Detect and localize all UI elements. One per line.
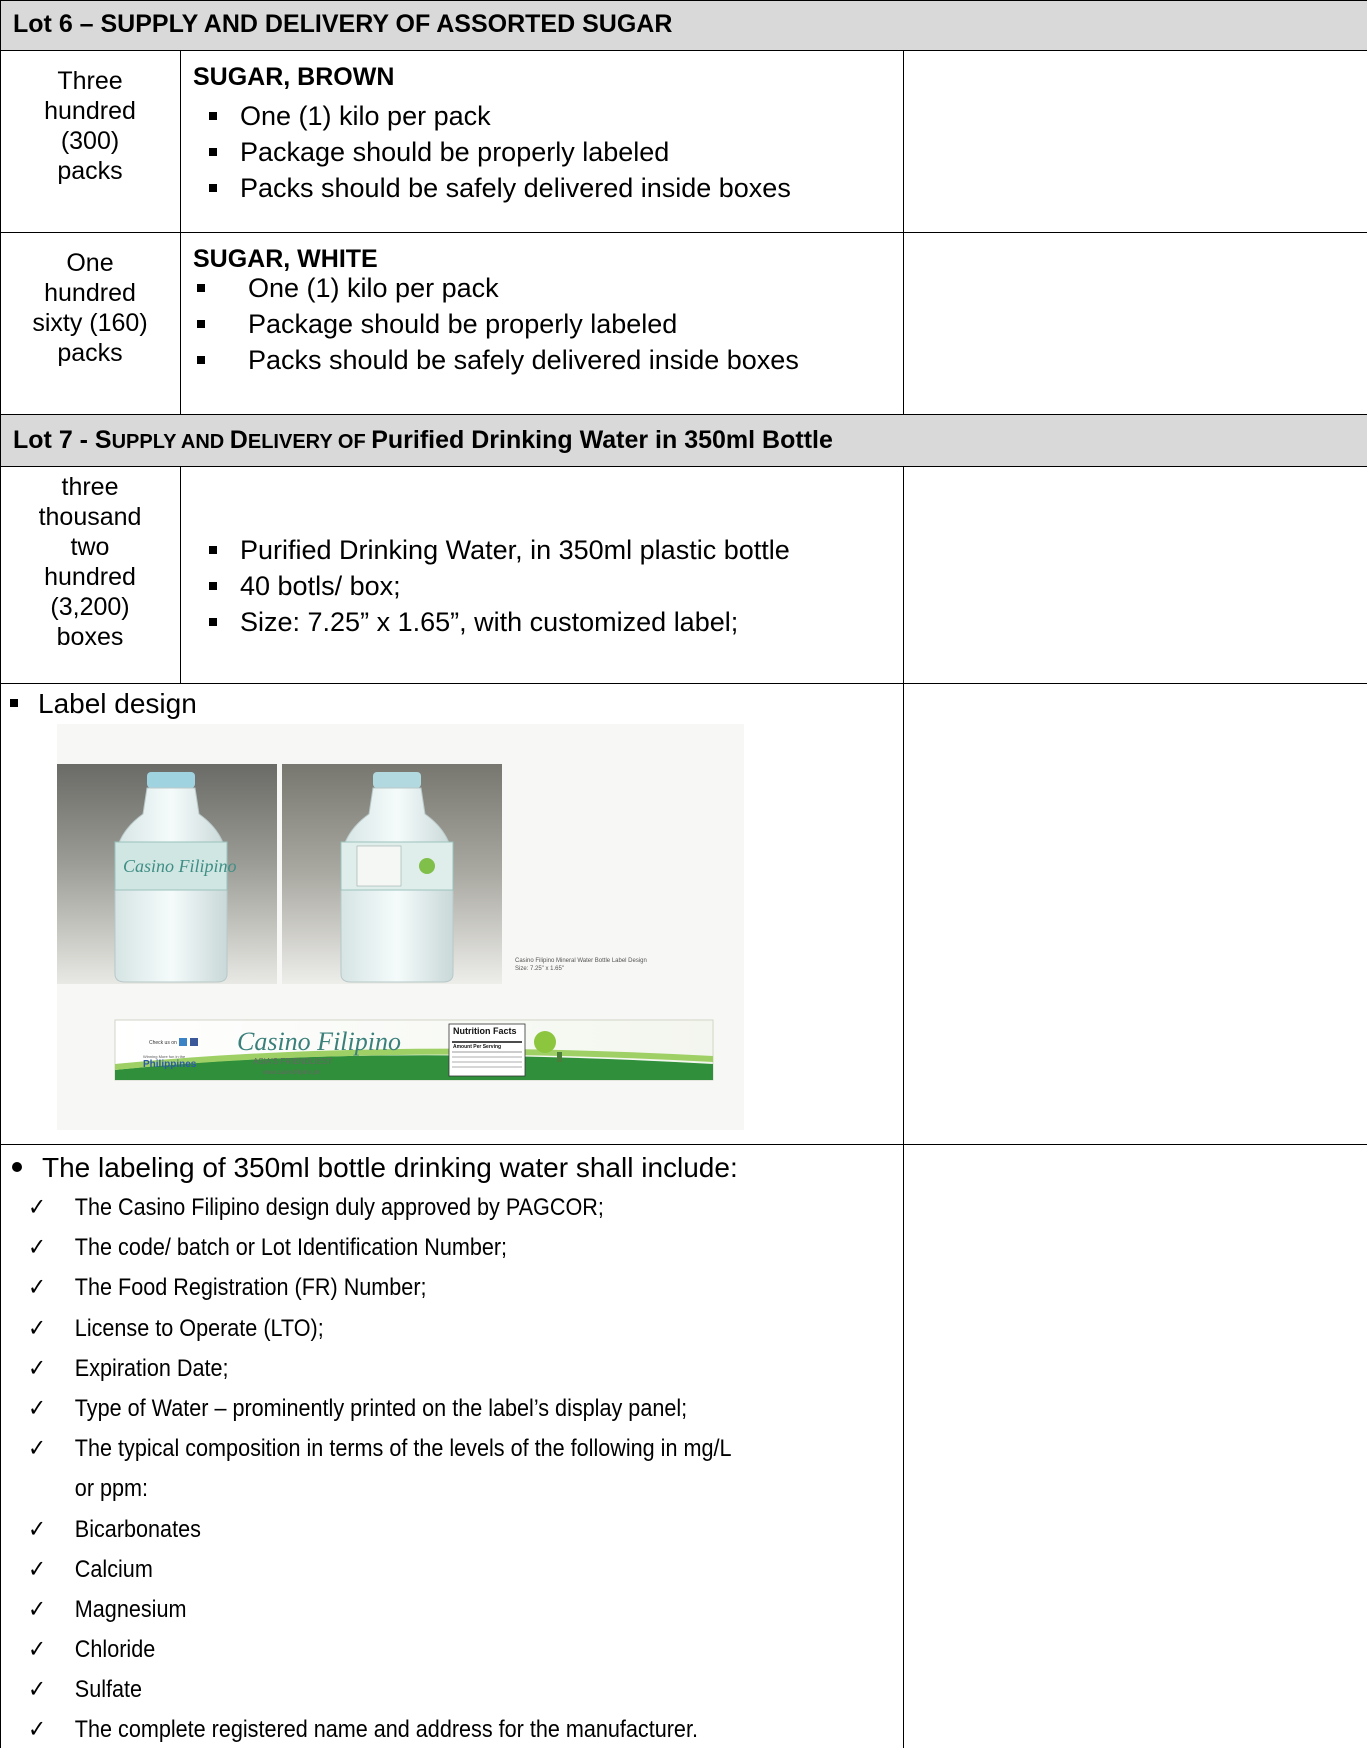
checkmark-icon: ✓ <box>28 1595 47 1623</box>
checkmark-icon: ✓ <box>28 1676 47 1704</box>
spec-list <box>200 532 790 640</box>
checkmark-icon: ✓ <box>28 1274 47 1302</box>
item-title: SUGAR, WHITE <box>193 245 378 273</box>
checkmark-icon: ✓ <box>28 1314 47 1342</box>
philippines-text: Philippines <box>143 1059 197 1070</box>
label-design-text: Label design <box>38 688 197 719</box>
rule <box>180 466 181 683</box>
spec-item: Packs should be safely delivered inside boxes <box>200 170 791 206</box>
checkmark-icon: ✓ <box>28 1354 47 1382</box>
checklist-item: ✓ Expiration Date; <box>28 1349 732 1389</box>
tagline-text: ASIA'S FRIENDLIEST <box>253 1057 333 1066</box>
lot6-heading: Lot 6 – SUPPLY AND DELIVERY OF ASSORTED SUGAR <box>13 10 673 38</box>
spec-item: Size: 7.25” x 1.65”, with customized label; <box>200 604 790 640</box>
checkmark-icon: ✓ <box>28 1515 47 1543</box>
rule <box>0 414 1367 415</box>
checklist-item: ✓ Chloride <box>28 1630 732 1670</box>
spec-list <box>200 98 791 206</box>
bottle-label-text: Casino Filipino <box>123 856 237 876</box>
heading-part: UPPLY AND <box>111 431 230 453</box>
heading-part: Purified Drinking Water in 350ml Bottle <box>371 426 833 454</box>
rule <box>0 232 1367 233</box>
checkmark-icon: ✓ <box>28 1194 47 1221</box>
quantity-line: packs <box>57 157 123 185</box>
social-icon <box>179 1038 187 1046</box>
rule <box>903 50 904 414</box>
checklist-item: ✓ License to Operate (LTO); <box>28 1309 732 1349</box>
spec-item: Package should be properly labeled <box>200 134 791 170</box>
quantity-line: hundred <box>44 279 136 307</box>
checklist-item: ✓ Type of Water – prominently printed on the label’s display panel; <box>28 1389 732 1429</box>
quantity-cell <box>0 248 180 368</box>
checklist-item: ✓ The Food Registration (FR) Number; <box>28 1268 732 1308</box>
spec-item: Package should be properly labeled <box>188 306 799 342</box>
bottle-logo <box>419 858 435 874</box>
quantity-line: hundred <box>44 563 136 591</box>
heading-part: D <box>229 426 248 454</box>
label-design-title <box>10 688 197 720</box>
quantity-line: thousand <box>38 503 142 531</box>
checklist-item: ✓ The Casino Filipino design duly approved by PAGCOR; <box>28 1188 732 1228</box>
winning-text: Winning More fun in the <box>143 1054 186 1059</box>
checklist-item: ✓ Sulfate <box>28 1670 732 1710</box>
website-text: www.casinofilipino.ph <box>263 1070 321 1076</box>
rule <box>903 466 904 1748</box>
checkmark-icon: ✓ <box>28 1234 47 1262</box>
checklist-item: ✓ The typical composition in terms of the levels of the following in mg/L <box>28 1429 732 1469</box>
label-design-image <box>57 724 744 1130</box>
spec-item: 40 botls/ box; <box>200 568 790 604</box>
bottle-cap <box>373 772 421 788</box>
rule <box>0 0 1367 1</box>
quantity-line: hundred <box>44 97 136 125</box>
quantity-line: two <box>70 533 110 561</box>
heading-part: ELIVERY OF <box>247 431 372 453</box>
rule <box>0 683 1367 684</box>
checkmark-icon: ✓ <box>28 1716 47 1744</box>
social-icon <box>190 1038 198 1046</box>
labeling-intro <box>10 1152 738 1184</box>
checkmark-icon: ✓ <box>28 1435 47 1463</box>
check-us-text: Check us on <box>149 1040 177 1046</box>
checklist-item: ✓ Calcium <box>28 1550 732 1590</box>
quantity-cell <box>0 472 180 652</box>
rule <box>0 50 1367 51</box>
checkmark-icon: ✓ <box>28 1555 47 1583</box>
spec-item: Packs should be safely delivered inside boxes <box>188 342 799 378</box>
checklist-item: ✓ Bicarbonates <box>28 1510 732 1550</box>
rule <box>180 50 181 414</box>
checklist-continuation: or ppm: <box>74 1475 149 1503</box>
spec-item: Purified Drinking Water, in 350ml plastic bottle <box>200 532 790 568</box>
checklist-item: ✓ Magnesium <box>28 1590 732 1630</box>
spec-item: One (1) kilo per pack <box>200 98 791 134</box>
quantity-cell <box>0 66 180 186</box>
green-seal-icon <box>534 1031 556 1053</box>
recycle-icon <box>557 1052 562 1062</box>
lot7-heading <box>13 426 833 455</box>
checkmark-icon: ✓ <box>28 1394 47 1422</box>
checkmark-icon: ✓ <box>28 1636 47 1664</box>
label-design-illustration <box>57 724 744 1130</box>
quantity-line: (3,200) <box>50 593 130 621</box>
label-caption: Casino Filipino Mineral Water Bottle Label Design <box>515 958 647 964</box>
heading-part: Lot 7 - S <box>13 426 112 454</box>
spec-item: One (1) kilo per pack <box>188 270 799 306</box>
quantity-line: boxes <box>56 623 124 651</box>
spec-list <box>188 270 799 378</box>
rule <box>0 466 1367 467</box>
checklist-item: ✓ The code/ batch or Lot Identification Number; <box>28 1228 732 1268</box>
brand-text: Casino Filipino <box>237 1027 401 1056</box>
bottle-cap <box>147 772 195 788</box>
nutrition-facts-title: Nutrition Facts <box>453 1026 517 1036</box>
item-title: SUGAR, BROWN <box>193 63 395 91</box>
round-bullet <box>12 1162 22 1172</box>
label-caption: Size: 7.25" x 1.65" <box>515 966 564 972</box>
nutrition-amount: Amount Per Serving <box>453 1044 502 1050</box>
quantity-line: One <box>66 249 114 277</box>
quantity-line: sixty (160) <box>32 309 148 337</box>
rule <box>0 1144 1367 1145</box>
quantity-line: Three <box>57 67 123 95</box>
labeling-checklist <box>28 1188 810 1751</box>
checklist-item: ✓ The complete registered name and address for the manufacturer. <box>28 1710 732 1750</box>
square-bullet <box>10 699 18 707</box>
labeling-intro-text: The labeling of 350ml bottle drinking water shall include: <box>42 1152 738 1183</box>
quantity-line: (300) <box>60 127 120 155</box>
quantity-line: packs <box>57 339 123 367</box>
quantity-line: three <box>61 473 119 501</box>
bottle-nutrition-panel <box>357 846 401 886</box>
